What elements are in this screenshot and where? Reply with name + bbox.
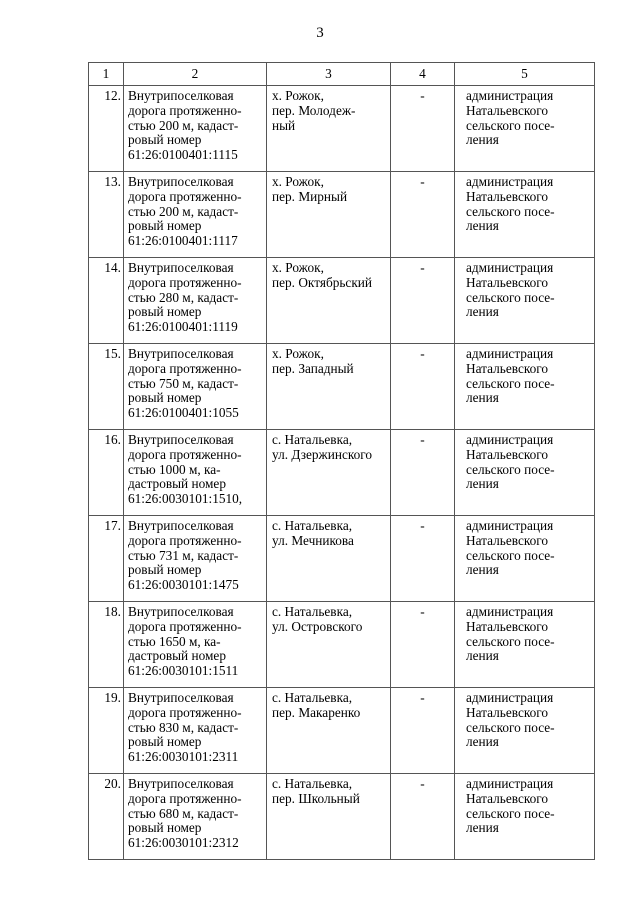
object-location: с. Натальевка, пер. Школьный: [267, 774, 391, 860]
column-4-value: -: [391, 258, 455, 344]
column-4-value: -: [391, 774, 455, 860]
owner: администрация Натальевского сельского посе- ления: [455, 774, 595, 860]
owner: администрация Натальевского сельского посе- ления: [455, 516, 595, 602]
row-number: 14.: [89, 258, 124, 344]
owner: администрация Натальевского сельского посе- ления: [455, 344, 595, 430]
object-name: Внутрипоселковая дорога протяженно- стью 750 м, кадаст- ровый номер 61:26:0100401:1055: [124, 344, 267, 430]
column-4-value: -: [391, 602, 455, 688]
table-header: [89, 63, 595, 86]
owner: администрация Натальевского сельского посе- ления: [455, 86, 595, 172]
column-4-value: -: [391, 516, 455, 602]
registry-table: [88, 62, 595, 860]
table-row: [89, 172, 595, 258]
object-name: Внутрипоселковая дорога протяженно- стью 1000 м, ка- дастровый номер 61:26:0030101:1510,: [124, 430, 267, 516]
object-name: Внутрипоселковая дорога протяженно- стью 200 м, кадаст- ровый номер 61:26:0100401:1117: [124, 172, 267, 258]
owner: администрация Натальевского сельского посе- ления: [455, 688, 595, 774]
column-4-value: -: [391, 430, 455, 516]
row-number: 18.: [89, 602, 124, 688]
row-number: 12.: [89, 86, 124, 172]
row-number: 16.: [89, 430, 124, 516]
row-number: 17.: [89, 516, 124, 602]
column-4-value: -: [391, 172, 455, 258]
object-location: х. Рожок, пер. Западный: [267, 344, 391, 430]
object-name: Внутрипоселковая дорога протяженно- стью 680 м, кадаст- ровый номер 61:26:0030101:2312: [124, 774, 267, 860]
table-row: [89, 86, 595, 172]
owner: администрация Натальевского сельского посе- ления: [455, 602, 595, 688]
header-cell-5: 5: [455, 63, 595, 86]
object-location: с. Натальевка, ул. Дзержинского: [267, 430, 391, 516]
column-4-value: -: [391, 344, 455, 430]
owner: администрация Натальевского сельского посе- ления: [455, 430, 595, 516]
column-4-value: -: [391, 688, 455, 774]
table-row: [89, 516, 595, 602]
header-cell-3: 3: [267, 63, 391, 86]
header-cell-1: 1: [89, 63, 124, 86]
object-location: х. Рожок, пер. Молодеж- ный: [267, 86, 391, 172]
object-name: Внутрипоселковая дорога протяженно- стью 200 м, кадаст- ровый номер 61:26:0100401:1115: [124, 86, 267, 172]
table-row: [89, 688, 595, 774]
object-location: с. Натальевка, ул. Островского: [267, 602, 391, 688]
header-cell-4: 4: [391, 63, 455, 86]
row-number: 15.: [89, 344, 124, 430]
object-name: Внутрипоселковая дорога протяженно- стью 731 м, кадаст- ровый номер 61:26:0030101:1475: [124, 516, 267, 602]
row-number: 20.: [89, 774, 124, 860]
row-number: 13.: [89, 172, 124, 258]
table-row: [89, 602, 595, 688]
table-row: [89, 774, 595, 860]
header-cell-2: 2: [124, 63, 267, 86]
object-location: с. Натальевка, пер. Макаренко: [267, 688, 391, 774]
object-location: х. Рожок, пер. Мирный: [267, 172, 391, 258]
page-number: 3: [316, 25, 324, 41]
table-row: [89, 344, 595, 430]
object-name: Внутрипоселковая дорога протяженно- стью 1650 м, ка- дастровый номер 61:26:0030101:1511: [124, 602, 267, 688]
object-location: х. Рожок, пер. Октябрьский: [267, 258, 391, 344]
object-name: Внутрипоселковая дорога протяженно- стью 280 м, кадаст- ровый номер 61:26:0100401:1119: [124, 258, 267, 344]
column-4-value: -: [391, 86, 455, 172]
table-row: [89, 430, 595, 516]
row-number: 19.: [89, 688, 124, 774]
owner: администрация Натальевского сельского посе- ления: [455, 172, 595, 258]
table-row: [89, 258, 595, 344]
owner: администрация Натальевского сельского посе- ления: [455, 258, 595, 344]
object-location: с. Натальевка, ул. Мечникова: [267, 516, 391, 602]
header-row: [89, 63, 595, 86]
object-name: Внутрипоселковая дорога протяженно- стью 830 м, кадаст- ровый номер 61:26:0030101:2311: [124, 688, 267, 774]
table-body: [89, 86, 595, 860]
